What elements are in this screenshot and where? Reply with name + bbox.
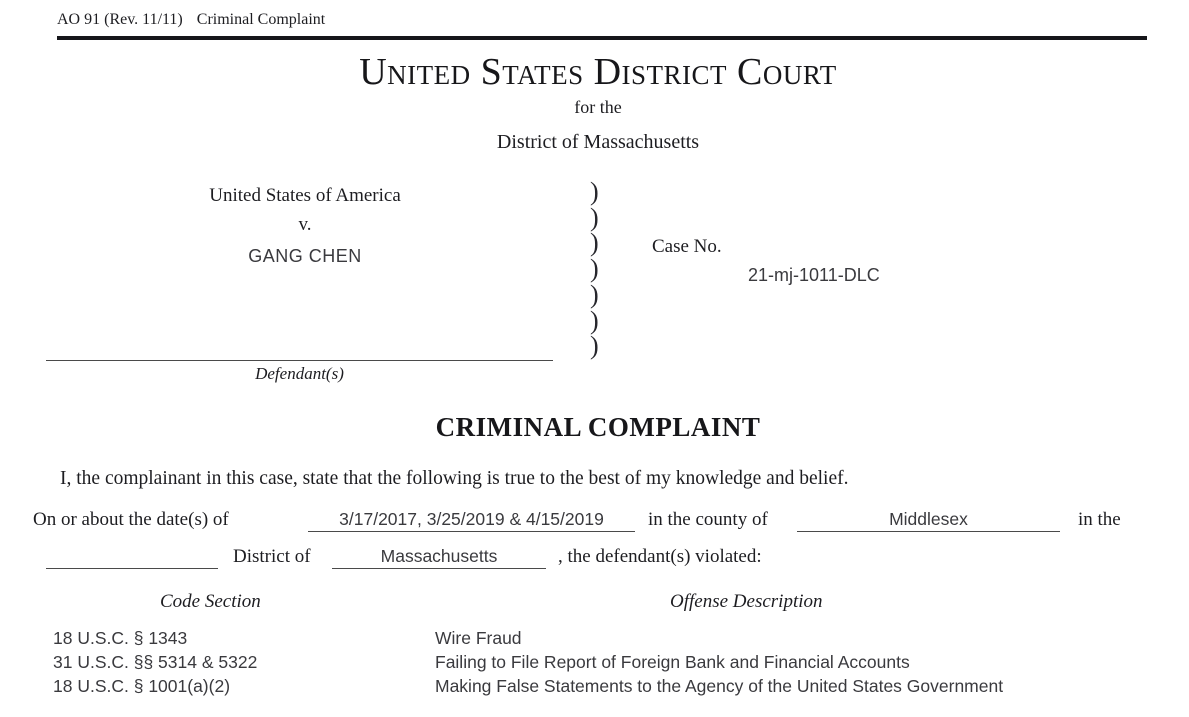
paren-glyph: ) [590, 202, 599, 232]
county-field: Middlesex [797, 506, 1060, 532]
document-title: CRIMINAL COMPLAINT [435, 412, 761, 442]
form-number: AO 91 (Rev. 11/11) [57, 11, 183, 28]
oath-sentence: I, the complainant in this case, state that the following is true to the best of my knowledge and belief. [60, 468, 849, 489]
form-header [57, 11, 325, 29]
defendant-label: Defendant(s) [255, 364, 344, 383]
date-line-prefix: On or about the date(s) of [33, 509, 229, 530]
paren-glyph: ) [590, 177, 599, 206]
violated-text: , the defendant(s) violated: [558, 546, 762, 567]
offense-row-description: Making False Statements to the Agency of the United States Government [435, 676, 1004, 696]
form-header-title: Criminal Complaint [196, 11, 326, 28]
offense-row-description: Wire Fraud [435, 628, 522, 648]
offense-row-code: 18 U.S.C. § 1001(a)(2) [53, 676, 231, 696]
defendant-underline [46, 340, 553, 361]
case-number-label: Case No. [652, 236, 722, 257]
versus-text: v. [298, 214, 312, 235]
code-section-header: Code Section [160, 591, 261, 612]
offense-description-header: Offense Description [670, 591, 823, 612]
offense-row-code: 18 U.S.C. § 1343 [53, 628, 188, 648]
paren-glyph: ) [590, 331, 599, 361]
case-number-value: 21-mj-1011-DLC [748, 265, 880, 285]
district-field: Massachusetts [332, 543, 546, 569]
paren-glyph: ) [590, 305, 599, 335]
date-line-suffix: in the [1078, 509, 1121, 530]
for-the-text: for the [574, 97, 622, 117]
county-line-label: in the county of [648, 509, 768, 530]
plaintiff-name: United States of America [209, 185, 401, 206]
offense-dates-field: 3/17/2017, 3/25/2019 & 4/15/2019 [308, 506, 635, 532]
paren-glyph: ) [590, 279, 599, 309]
blank-district-field [46, 543, 218, 569]
paren-glyph: ) [590, 254, 599, 284]
caption-paren-column [590, 179, 599, 359]
offense-row-description: Failing to File Report of Foreign Bank and Financial Accounts [435, 652, 910, 672]
district-name: District of Massachusetts [496, 131, 700, 153]
header-double-rule [57, 36, 1147, 40]
paren-glyph: ) [590, 228, 599, 258]
offense-row-code: 31 U.S.C. §§ 5314 & 5322 [53, 652, 258, 672]
court-title: United States District Court [359, 51, 837, 93]
district-of-label: District of [233, 546, 311, 567]
defendant-name: GANG CHEN [248, 246, 362, 266]
